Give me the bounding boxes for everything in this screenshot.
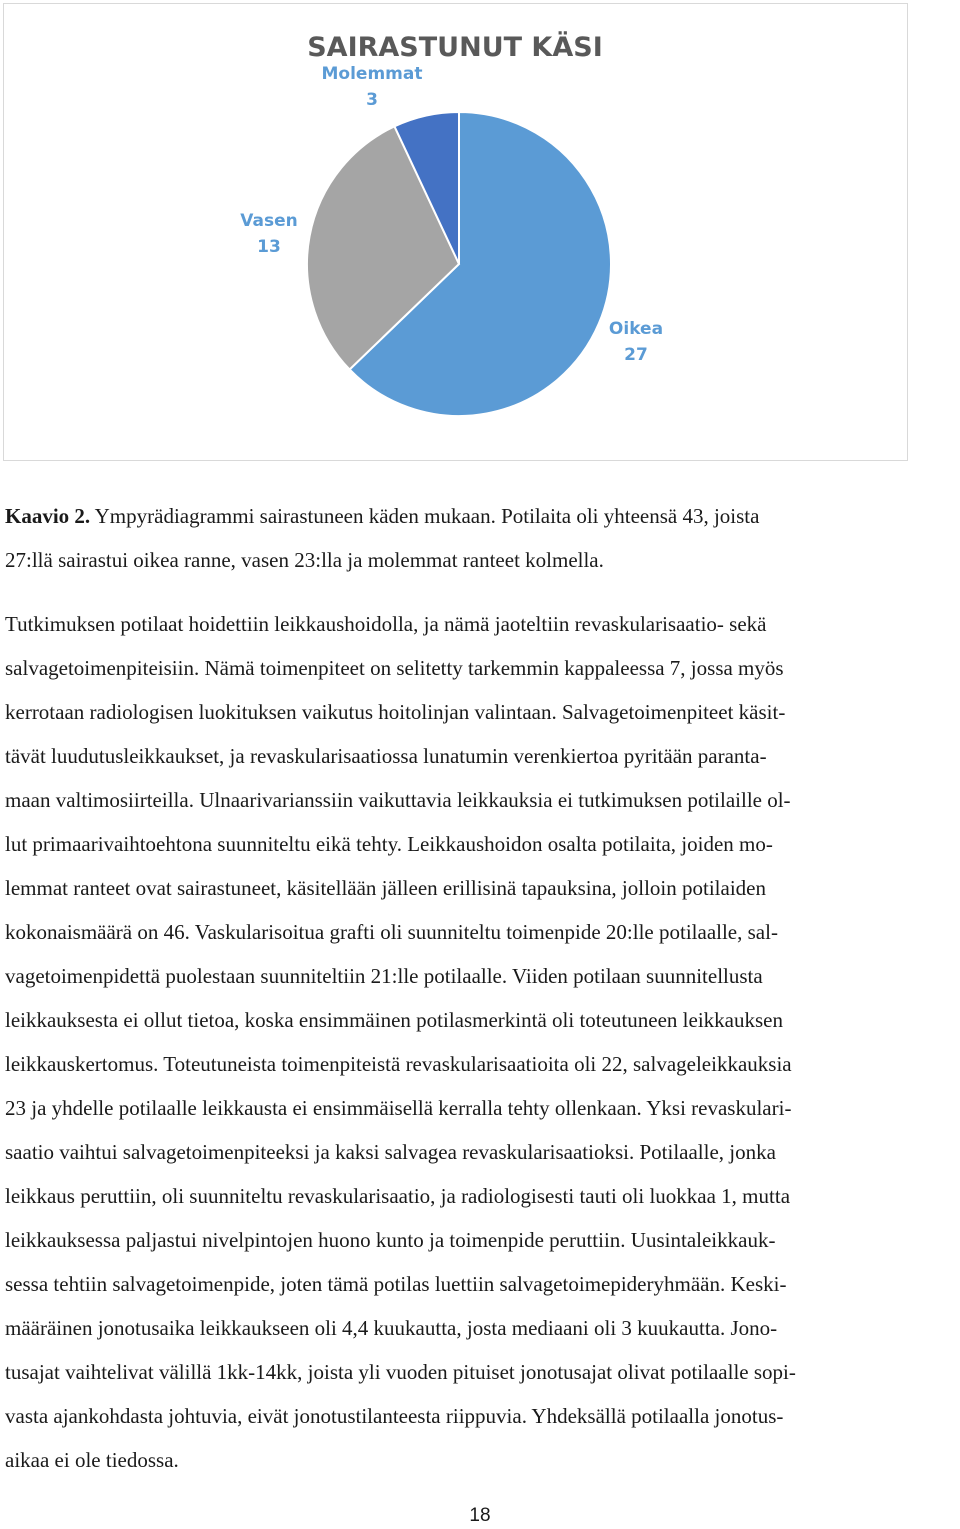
body-line: leikkaus peruttiin, oli suunniteltu revaskularisaatio, ja radiologisesti tauti oli luokkaa 1, mutta <box>5 1184 791 1208</box>
body-line: maan valtimosiirteilla. Ulnaarivarianssiin vaikuttavia leikkauksia ei tutkimuksen potilaille ol- <box>5 788 791 812</box>
body-line: sessa tehtiin salvagetoimenpide, joten tämä potilas luettiin salvagetoimepideryhmään. Keski- <box>5 1272 787 1296</box>
body-line: vagetoimenpidettä puolestaan suunniteltiin 21:lle potilaalle. Viiden potilaan suunnitellusta <box>5 964 763 988</box>
pie-label-category: Vasen <box>240 211 298 231</box>
caption-label: Kaavio 2. <box>5 504 91 528</box>
body-paragraph <box>5 602 955 1482</box>
body-line: määräinen jonotusaika leikkaukseen oli 4,4 kuukautta, josta mediaani oli 3 kuukautta. Jono- <box>5 1316 778 1340</box>
body-line: leikkauksesta ei ollut tietoa, koska ensimmäinen potilasmerkintä oli toteutuneen leikkauksen <box>5 1008 783 1032</box>
pie-chart <box>3 3 908 461</box>
body-line: saatio vaihtui salvagetoimenpiteeksi ja kaksi salvagea revaskularisaatioksi. Potilaalle, jonka <box>5 1140 776 1164</box>
pie-label-value: 13 <box>257 237 281 257</box>
pie-label-value: 3 <box>366 90 378 110</box>
pie-label-category: Molemmat <box>321 64 423 84</box>
body-line: lemmat ranteet ovat sairastuneet, käsitellään jälleen erillisinä tapauksina, jolloin potilaiden <box>5 876 766 900</box>
pie-chart-canvas <box>4 4 909 462</box>
body-line: leikkauskertomus. Toteutuneista toimenpiteistä revaskularisaatioita oli 22, salvageleikkauksia <box>5 1052 792 1076</box>
pie-label-value: 27 <box>624 345 648 365</box>
body-line: lut primaarivaihtoehtona suunniteltu eikä tehty. Leikkaushoidon osalta potilaita, joiden mo- <box>5 832 773 856</box>
body-line: 23 ja yhdelle potilaalle leikkausta ei ensimmäisellä kerralla tehty ollenkaan. Yksi revaskulari- <box>5 1096 792 1120</box>
pie-slices <box>307 112 611 416</box>
body-line: kerrotaan radiologisen luokituksen vaikutus hoitolinjan valintaan. Salvagetoimenpiteet käsit- <box>5 700 786 724</box>
body-line: tävät luudutusleikkaukset, ja revaskularisaatiossa lunatumin verenkiertoa pyritään paranta- <box>5 744 767 768</box>
body-line: Tutkimuksen potilaat hoidettiin leikkaushoidolla, ja nämä jaoteltiin revaskularisaatio- sekä <box>5 612 767 636</box>
figure-caption <box>5 494 935 582</box>
body-line: tusajat vaihtelivat välillä 1kk-14kk, joista yli vuoden pituiset jonotusajat olivat potilaalle sopi- <box>5 1360 796 1384</box>
body-line: leikkauksessa paljastui nivelpintojen huono kunto ja toimenpide peruttiin. Uusintaleikkauk- <box>5 1228 776 1252</box>
caption-line: 27:llä sairastui oikea ranne, vasen 23:lla ja molemmat ranteet kolmella. <box>5 548 604 572</box>
pie-label-category: Oikea <box>608 319 664 339</box>
body-line: vasta ajankohdasta johtuvia, eivät jonotustilanteesta riippuvia. Yhdeksällä potilaalla jonotus- <box>5 1404 784 1428</box>
body-line: kokonaismäärä on 46. Vaskularisoitua grafti oli suunniteltu toimenpide 20:lle potilaalle, sal- <box>5 920 778 944</box>
chart-title: SAIRASTUNUT KÄSI <box>307 32 603 63</box>
page-number: 18 <box>469 1505 491 1526</box>
body-line: aikaa ei ole tiedossa. <box>5 1448 179 1472</box>
caption-line: Ympyrädiagrammi sairastuneen käden mukaan. Potilaita oli yhteensä 43, joista <box>90 504 760 528</box>
body-line: salvagetoimenpiteisiin. Nämä toimenpiteet on selitetty tarkemmin kappaleessa 7, jossa myös <box>5 656 784 680</box>
